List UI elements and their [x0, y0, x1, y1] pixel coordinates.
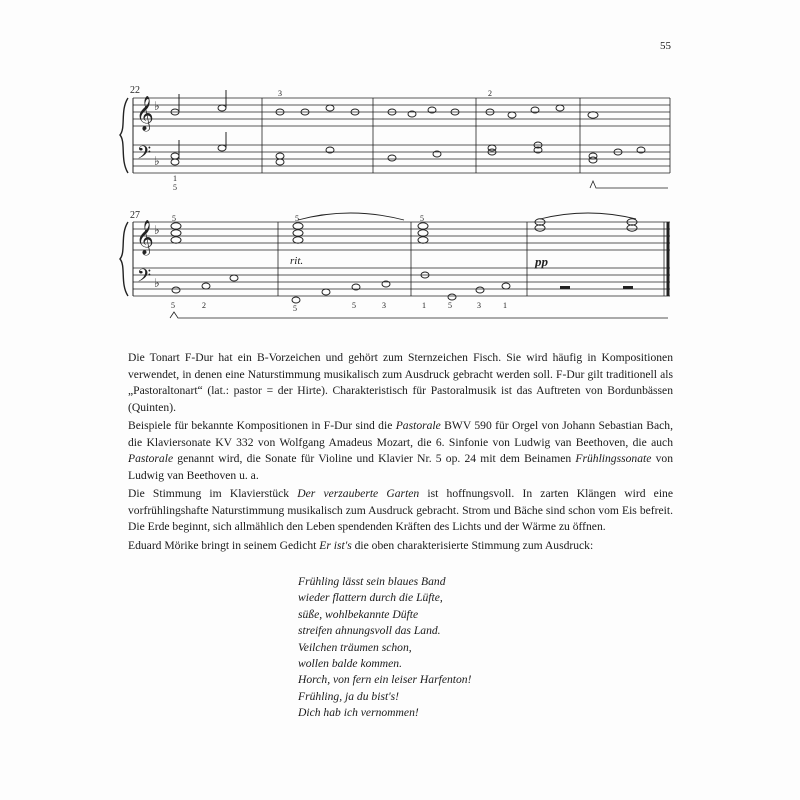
notes-system-2: [171, 219, 637, 303]
svg-text:♭: ♭: [154, 154, 160, 168]
fingering: 5: [172, 214, 176, 223]
fingering: 3: [477, 301, 481, 310]
fingering: 5: [171, 301, 175, 310]
fingering: 3: [382, 301, 386, 310]
notes-system-1: [171, 90, 645, 165]
whole-rest: [623, 286, 633, 289]
fingering: 5: [173, 183, 177, 192]
poem-line: wollen balde kommen.: [298, 657, 402, 671]
whole-rest: [560, 286, 570, 289]
paragraph-4: Eduard Mörike bringt in seinem Gedicht Er ist's die oben charakterisierte Stimmung zum Ausdruck:: [128, 538, 594, 552]
system-2-bass-staff: [133, 268, 670, 296]
fingering: 5: [448, 301, 452, 310]
poem-line: streifen ahnungsvoll das Land.: [298, 624, 441, 638]
poem: [298, 574, 558, 722]
paragraph-1: Die Tonart F-Dur hat ein B-Vorzeichen und gehört zum Sternzeichen Fisch. Sie wird häufig in Kompositionen verwendet, in denen eine Naturstimmung musikalisch zum Ausdruck gebracht werden soll. F-Dur gilt traditionell als „Pastoraltonart“ (lat.: pastor = der Hirte). Charakteristisch für Pastoralmusik ist das Auftreten von Bordunbässen (Quinten).: [128, 351, 673, 414]
system-1-treble-staff: [133, 98, 670, 126]
measure-number-22: 22: [130, 85, 140, 96]
clefs-and-keys: [136, 96, 160, 290]
fingering: 2: [488, 89, 492, 98]
fingering: 1: [173, 174, 177, 183]
fingering: 3: [278, 89, 282, 98]
dynamic-marking: pp: [535, 254, 548, 269]
poem-line: Veilchen träumen schon,: [298, 640, 412, 654]
sheet-music-score: [0, 0, 800, 340]
svg-text:♭: ♭: [154, 99, 160, 113]
svg-text:♭: ♭: [154, 276, 160, 290]
fingering: 5: [352, 301, 356, 310]
poem-line: Dich hab ich vernommen!: [298, 706, 419, 720]
poem-line: Horch, von fern ein leiser Harfenton!: [298, 673, 472, 687]
svg-text:♭: ♭: [154, 223, 160, 237]
fingering: 2: [202, 301, 206, 310]
poem-line: Frühling, ja du bist's!: [298, 689, 400, 703]
svg-text:𝄞: 𝄞: [136, 97, 154, 130]
measure-number-27: 27: [130, 210, 140, 221]
fingering: 1: [503, 301, 507, 310]
body-text: [128, 350, 673, 556]
poem-line: wieder flattern durch die Lüfte,: [298, 591, 443, 605]
poem-line: Frühling lässt sein blaues Band: [298, 575, 446, 588]
paragraph-3: Die Stimmung im Klavierstück Der verzauberte Garten ist hoffnungsvoll. In zarten Klängen wird eine vorfrühlingshafte Naturstimmung musikalisch zum Ausdruck gebracht. Strom und Bäche sind schon vom Eis befreit. Die Erde beginnt, sich allmählich den Leben spendenden Kräften des Lichts und der Wärme zu öffnen.: [128, 487, 673, 533]
svg-text:𝄢: 𝄢: [137, 265, 152, 290]
page-number: 55: [660, 40, 671, 52]
svg-text:𝄞: 𝄞: [136, 221, 154, 254]
fingering: 5: [295, 214, 299, 223]
system-2-treble-staff: [133, 222, 670, 250]
fingering: 1: [422, 301, 426, 310]
tempo-marking: rit.: [290, 255, 304, 267]
fingering: 5: [293, 304, 297, 313]
poem-line: süße, wohlbekannte Düfte: [298, 607, 419, 621]
fingering: 5: [420, 214, 424, 223]
svg-text:𝄢: 𝄢: [137, 142, 152, 167]
paragraph-2: Beispiele für bekannte Kompositionen in F-Dur sind die Pastorale BWV 590 für Orgel von Johann Sebastian Bach, die Klaviersonate KV 332 von Wolfgang Amadeus Mozart, die 6. Sinfonie von Ludwig van Beethoven, die auch Pastorale genannt wird, die Sonate für Violine und Klavier Nr. 5 op. 24 mit dem Beinamen Frühlingssonate von Ludwig van Beethoven u. a.: [128, 419, 673, 482]
